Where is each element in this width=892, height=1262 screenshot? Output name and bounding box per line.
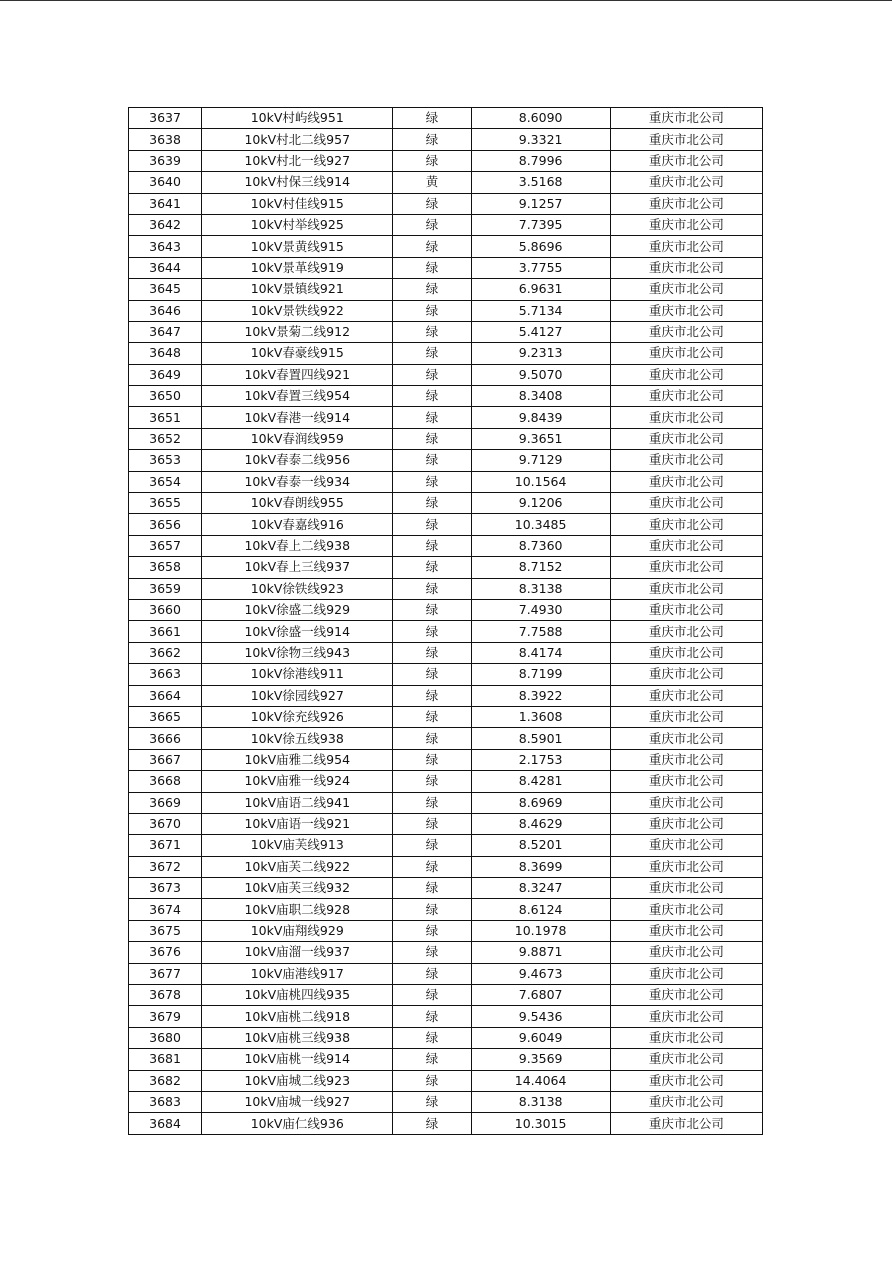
table-row <box>129 321 763 342</box>
status-cell: 绿 <box>393 878 471 899</box>
company-cell: 重庆市北公司 <box>610 471 762 492</box>
table-row <box>129 1006 763 1027</box>
table-row <box>129 450 763 471</box>
value-cell: 9.6049 <box>471 1027 610 1048</box>
line-name-cell: 10kV徐铁线923 <box>202 578 393 599</box>
table-row <box>129 108 763 129</box>
table-row <box>129 771 763 792</box>
line-name-cell: 10kV春泰一线934 <box>202 471 393 492</box>
company-cell: 重庆市北公司 <box>610 150 762 171</box>
line-name-cell: 10kV庙桃三线938 <box>202 1027 393 1048</box>
company-cell: 重庆市北公司 <box>610 728 762 749</box>
line-name-cell: 10kV春上二线938 <box>202 535 393 556</box>
value-cell: 8.3699 <box>471 856 610 877</box>
table-row <box>129 300 763 321</box>
table-row <box>129 193 763 214</box>
table-row <box>129 664 763 685</box>
company-cell: 重庆市北公司 <box>610 1113 762 1134</box>
value-cell: 8.7199 <box>471 664 610 685</box>
row-number-cell: 3660 <box>129 599 202 620</box>
row-number-cell: 3645 <box>129 279 202 300</box>
value-cell: 5.4127 <box>471 321 610 342</box>
company-cell: 重庆市北公司 <box>610 493 762 514</box>
line-name-cell: 10kV村北一线927 <box>202 150 393 171</box>
line-name-cell: 10kV春置四线921 <box>202 364 393 385</box>
status-cell: 绿 <box>393 1091 471 1112</box>
table-row <box>129 642 763 663</box>
company-cell: 重庆市北公司 <box>610 172 762 193</box>
line-name-cell: 10kV村佳线915 <box>202 193 393 214</box>
company-cell: 重庆市北公司 <box>610 856 762 877</box>
value-cell: 8.3247 <box>471 878 610 899</box>
line-name-cell: 10kV庙城二线923 <box>202 1070 393 1091</box>
status-cell: 绿 <box>393 664 471 685</box>
company-cell: 重庆市北公司 <box>610 771 762 792</box>
table-row <box>129 621 763 642</box>
company-cell: 重庆市北公司 <box>610 108 762 129</box>
company-cell: 重庆市北公司 <box>610 1070 762 1091</box>
value-cell: 7.7395 <box>471 214 610 235</box>
table-row <box>129 706 763 727</box>
row-number-cell: 3670 <box>129 813 202 834</box>
line-name-cell: 10kV庙桃一线914 <box>202 1049 393 1070</box>
row-number-cell: 3684 <box>129 1113 202 1134</box>
status-cell: 绿 <box>393 599 471 620</box>
value-cell: 9.1257 <box>471 193 610 214</box>
line-name-cell: 10kV徐盛一线914 <box>202 621 393 642</box>
status-cell: 绿 <box>393 493 471 514</box>
value-cell: 8.4629 <box>471 813 610 834</box>
table-row <box>129 236 763 257</box>
status-cell: 黄 <box>393 172 471 193</box>
line-name-cell: 10kV庙芙三线932 <box>202 878 393 899</box>
company-cell: 重庆市北公司 <box>610 1091 762 1112</box>
row-number-cell: 3678 <box>129 985 202 1006</box>
table-row <box>129 129 763 150</box>
company-cell: 重庆市北公司 <box>610 685 762 706</box>
value-cell: 9.3651 <box>471 428 610 449</box>
value-cell: 8.3138 <box>471 578 610 599</box>
table-row <box>129 172 763 193</box>
company-cell: 重庆市北公司 <box>610 386 762 407</box>
value-cell: 9.5070 <box>471 364 610 385</box>
line-name-cell: 10kV春豪线915 <box>202 343 393 364</box>
row-number-cell: 3640 <box>129 172 202 193</box>
company-cell: 重庆市北公司 <box>610 407 762 428</box>
company-cell: 重庆市北公司 <box>610 578 762 599</box>
value-cell: 6.9631 <box>471 279 610 300</box>
line-name-cell: 10kV徐物三线943 <box>202 642 393 663</box>
company-cell: 重庆市北公司 <box>610 557 762 578</box>
status-cell: 绿 <box>393 321 471 342</box>
company-cell: 重庆市北公司 <box>610 985 762 1006</box>
value-cell: 8.3138 <box>471 1091 610 1112</box>
line-name-cell: 10kV庙雅二线954 <box>202 749 393 770</box>
status-cell: 绿 <box>393 300 471 321</box>
table-row <box>129 557 763 578</box>
feeder-data-table <box>128 107 763 1135</box>
company-cell: 重庆市北公司 <box>610 664 762 685</box>
company-cell: 重庆市北公司 <box>610 428 762 449</box>
table-row <box>129 985 763 1006</box>
status-cell: 绿 <box>393 150 471 171</box>
table-row <box>129 150 763 171</box>
value-cell: 14.4064 <box>471 1070 610 1091</box>
table-row <box>129 214 763 235</box>
row-number-cell: 3656 <box>129 514 202 535</box>
row-number-cell: 3675 <box>129 920 202 941</box>
line-name-cell: 10kV庙桃四线935 <box>202 985 393 1006</box>
company-cell: 重庆市北公司 <box>610 749 762 770</box>
row-number-cell: 3654 <box>129 471 202 492</box>
company-cell: 重庆市北公司 <box>610 214 762 235</box>
table-row <box>129 749 763 770</box>
row-number-cell: 3664 <box>129 685 202 706</box>
table-row <box>129 599 763 620</box>
value-cell: 3.5168 <box>471 172 610 193</box>
value-cell: 8.4174 <box>471 642 610 663</box>
line-name-cell: 10kV庙语二线941 <box>202 792 393 813</box>
company-cell: 重庆市北公司 <box>610 514 762 535</box>
row-number-cell: 3662 <box>129 642 202 663</box>
row-number-cell: 3676 <box>129 942 202 963</box>
company-cell: 重庆市北公司 <box>610 450 762 471</box>
line-name-cell: 10kV庙雅一线924 <box>202 771 393 792</box>
value-cell: 8.7996 <box>471 150 610 171</box>
company-cell: 重庆市北公司 <box>610 193 762 214</box>
status-cell: 绿 <box>393 386 471 407</box>
line-name-cell: 10kV庙城一线927 <box>202 1091 393 1112</box>
row-number-cell: 3658 <box>129 557 202 578</box>
line-name-cell: 10kV庙港线917 <box>202 963 393 984</box>
company-cell: 重庆市北公司 <box>610 364 762 385</box>
table-row <box>129 407 763 428</box>
table-row <box>129 257 763 278</box>
status-cell: 绿 <box>393 428 471 449</box>
status-cell: 绿 <box>393 1113 471 1134</box>
status-cell: 绿 <box>393 578 471 599</box>
table-row <box>129 899 763 920</box>
line-name-cell: 10kV村北二线957 <box>202 129 393 150</box>
company-cell: 重庆市北公司 <box>610 257 762 278</box>
status-cell: 绿 <box>393 856 471 877</box>
table-row <box>129 1049 763 1070</box>
line-name-cell: 10kV春泰二线956 <box>202 450 393 471</box>
table-row <box>129 1113 763 1134</box>
line-name-cell: 10kV景镇线921 <box>202 279 393 300</box>
status-cell: 绿 <box>393 343 471 364</box>
table-row <box>129 1091 763 1112</box>
row-number-cell: 3674 <box>129 899 202 920</box>
table-row <box>129 343 763 364</box>
company-cell: 重庆市北公司 <box>610 835 762 856</box>
row-number-cell: 3672 <box>129 856 202 877</box>
line-name-cell: 10kV庙翔线929 <box>202 920 393 941</box>
value-cell: 9.7129 <box>471 450 610 471</box>
value-cell: 8.5201 <box>471 835 610 856</box>
line-name-cell: 10kV村保三线914 <box>202 172 393 193</box>
company-cell: 重庆市北公司 <box>610 878 762 899</box>
line-name-cell: 10kV庙芙线913 <box>202 835 393 856</box>
row-number-cell: 3677 <box>129 963 202 984</box>
value-cell: 9.3321 <box>471 129 610 150</box>
row-number-cell: 3655 <box>129 493 202 514</box>
line-name-cell: 10kV春朗线955 <box>202 493 393 514</box>
value-cell: 8.7152 <box>471 557 610 578</box>
line-name-cell: 10kV庙桃二线918 <box>202 1006 393 1027</box>
status-cell: 绿 <box>393 963 471 984</box>
row-number-cell: 3652 <box>129 428 202 449</box>
row-number-cell: 3665 <box>129 706 202 727</box>
status-cell: 绿 <box>393 920 471 941</box>
status-cell: 绿 <box>393 835 471 856</box>
line-name-cell: 10kV春港一线914 <box>202 407 393 428</box>
company-cell: 重庆市北公司 <box>610 1027 762 1048</box>
value-cell: 9.2313 <box>471 343 610 364</box>
row-number-cell: 3683 <box>129 1091 202 1112</box>
value-cell: 9.1206 <box>471 493 610 514</box>
table-body <box>129 108 763 1135</box>
status-cell: 绿 <box>393 1049 471 1070</box>
line-name-cell: 10kV村屿线951 <box>202 108 393 129</box>
value-cell: 5.7134 <box>471 300 610 321</box>
status-cell: 绿 <box>393 621 471 642</box>
table-row <box>129 963 763 984</box>
row-number-cell: 3641 <box>129 193 202 214</box>
row-number-cell: 3668 <box>129 771 202 792</box>
value-cell: 9.8871 <box>471 942 610 963</box>
status-cell: 绿 <box>393 236 471 257</box>
row-number-cell: 3673 <box>129 878 202 899</box>
row-number-cell: 3682 <box>129 1070 202 1091</box>
table-row <box>129 835 763 856</box>
value-cell: 10.3015 <box>471 1113 610 1134</box>
value-cell: 8.3408 <box>471 386 610 407</box>
value-cell: 1.3608 <box>471 706 610 727</box>
row-number-cell: 3661 <box>129 621 202 642</box>
company-cell: 重庆市北公司 <box>610 792 762 813</box>
company-cell: 重庆市北公司 <box>610 942 762 963</box>
status-cell: 绿 <box>393 1027 471 1048</box>
line-name-cell: 10kV庙仁线936 <box>202 1113 393 1134</box>
value-cell: 8.6969 <box>471 792 610 813</box>
status-cell: 绿 <box>393 407 471 428</box>
company-cell: 重庆市北公司 <box>610 129 762 150</box>
value-cell: 9.5436 <box>471 1006 610 1027</box>
table-row <box>129 428 763 449</box>
line-name-cell: 10kV庙语一线921 <box>202 813 393 834</box>
value-cell: 2.1753 <box>471 749 610 770</box>
company-cell: 重庆市北公司 <box>610 706 762 727</box>
value-cell: 7.6807 <box>471 985 610 1006</box>
status-cell: 绿 <box>393 108 471 129</box>
status-cell: 绿 <box>393 364 471 385</box>
status-cell: 绿 <box>393 792 471 813</box>
status-cell: 绿 <box>393 257 471 278</box>
status-cell: 绿 <box>393 813 471 834</box>
row-number-cell: 3653 <box>129 450 202 471</box>
table-row <box>129 386 763 407</box>
line-name-cell: 10kV庙溜一线937 <box>202 942 393 963</box>
status-cell: 绿 <box>393 279 471 300</box>
row-number-cell: 3657 <box>129 535 202 556</box>
line-name-cell: 10kV庙芙二线922 <box>202 856 393 877</box>
row-number-cell: 3667 <box>129 749 202 770</box>
company-cell: 重庆市北公司 <box>610 920 762 941</box>
value-cell: 8.6124 <box>471 899 610 920</box>
company-cell: 重庆市北公司 <box>610 236 762 257</box>
row-number-cell: 3642 <box>129 214 202 235</box>
page-top-border <box>0 0 892 1</box>
value-cell: 8.4281 <box>471 771 610 792</box>
company-cell: 重庆市北公司 <box>610 343 762 364</box>
status-cell: 绿 <box>393 985 471 1006</box>
row-number-cell: 3671 <box>129 835 202 856</box>
value-cell: 9.4673 <box>471 963 610 984</box>
status-cell: 绿 <box>393 1006 471 1027</box>
row-number-cell: 3638 <box>129 129 202 150</box>
status-cell: 绿 <box>393 450 471 471</box>
status-cell: 绿 <box>393 899 471 920</box>
line-name-cell: 10kV徐园线927 <box>202 685 393 706</box>
row-number-cell: 3651 <box>129 407 202 428</box>
table-row <box>129 920 763 941</box>
status-cell: 绿 <box>393 193 471 214</box>
company-cell: 重庆市北公司 <box>610 899 762 920</box>
company-cell: 重庆市北公司 <box>610 300 762 321</box>
value-cell: 8.7360 <box>471 535 610 556</box>
row-number-cell: 3644 <box>129 257 202 278</box>
value-cell: 7.7588 <box>471 621 610 642</box>
table-row <box>129 856 763 877</box>
value-cell: 3.7755 <box>471 257 610 278</box>
row-number-cell: 3637 <box>129 108 202 129</box>
status-cell: 绿 <box>393 942 471 963</box>
row-number-cell: 3639 <box>129 150 202 171</box>
status-cell: 绿 <box>393 642 471 663</box>
value-cell: 10.3485 <box>471 514 610 535</box>
row-number-cell: 3646 <box>129 300 202 321</box>
status-cell: 绿 <box>393 514 471 535</box>
status-cell: 绿 <box>393 749 471 770</box>
line-name-cell: 10kV徐五线938 <box>202 728 393 749</box>
value-cell: 8.6090 <box>471 108 610 129</box>
company-cell: 重庆市北公司 <box>610 321 762 342</box>
table-row <box>129 364 763 385</box>
line-name-cell: 10kV庙职二线928 <box>202 899 393 920</box>
value-cell: 10.1978 <box>471 920 610 941</box>
status-cell: 绿 <box>393 728 471 749</box>
status-cell: 绿 <box>393 1070 471 1091</box>
company-cell: 重庆市北公司 <box>610 535 762 556</box>
table-row <box>129 514 763 535</box>
line-name-cell: 10kV景黄线915 <box>202 236 393 257</box>
table-row <box>129 792 763 813</box>
value-cell: 8.3922 <box>471 685 610 706</box>
table-row <box>129 471 763 492</box>
table-row <box>129 685 763 706</box>
row-number-cell: 3666 <box>129 728 202 749</box>
line-name-cell: 10kV景菊二线912 <box>202 321 393 342</box>
row-number-cell: 3679 <box>129 1006 202 1027</box>
status-cell: 绿 <box>393 557 471 578</box>
value-cell: 10.1564 <box>471 471 610 492</box>
row-number-cell: 3659 <box>129 578 202 599</box>
row-number-cell: 3643 <box>129 236 202 257</box>
status-cell: 绿 <box>393 771 471 792</box>
table-row <box>129 279 763 300</box>
table-row <box>129 942 763 963</box>
table-row <box>129 1027 763 1048</box>
line-name-cell: 10kV徐港线911 <box>202 664 393 685</box>
value-cell: 5.8696 <box>471 236 610 257</box>
table-row <box>129 878 763 899</box>
row-number-cell: 3669 <box>129 792 202 813</box>
table-row <box>129 1070 763 1091</box>
company-cell: 重庆市北公司 <box>610 1006 762 1027</box>
line-name-cell: 10kV徐盛二线929 <box>202 599 393 620</box>
status-cell: 绿 <box>393 471 471 492</box>
company-cell: 重庆市北公司 <box>610 279 762 300</box>
row-number-cell: 3648 <box>129 343 202 364</box>
row-number-cell: 3663 <box>129 664 202 685</box>
status-cell: 绿 <box>393 129 471 150</box>
company-cell: 重庆市北公司 <box>610 642 762 663</box>
row-number-cell: 3649 <box>129 364 202 385</box>
value-cell: 7.4930 <box>471 599 610 620</box>
line-name-cell: 10kV景革线919 <box>202 257 393 278</box>
status-cell: 绿 <box>393 685 471 706</box>
row-number-cell: 3650 <box>129 386 202 407</box>
value-cell: 9.8439 <box>471 407 610 428</box>
row-number-cell: 3647 <box>129 321 202 342</box>
table-row <box>129 578 763 599</box>
line-name-cell: 10kV村举线925 <box>202 214 393 235</box>
line-name-cell: 10kV春润线959 <box>202 428 393 449</box>
row-number-cell: 3680 <box>129 1027 202 1048</box>
row-number-cell: 3681 <box>129 1049 202 1070</box>
company-cell: 重庆市北公司 <box>610 1049 762 1070</box>
status-cell: 绿 <box>393 535 471 556</box>
table-row <box>129 728 763 749</box>
table-row <box>129 493 763 514</box>
value-cell: 8.5901 <box>471 728 610 749</box>
line-name-cell: 10kV春上三线937 <box>202 557 393 578</box>
line-name-cell: 10kV徐充线926 <box>202 706 393 727</box>
value-cell: 9.3569 <box>471 1049 610 1070</box>
company-cell: 重庆市北公司 <box>610 813 762 834</box>
table-row <box>129 813 763 834</box>
line-name-cell: 10kV景铁线922 <box>202 300 393 321</box>
company-cell: 重庆市北公司 <box>610 621 762 642</box>
status-cell: 绿 <box>393 214 471 235</box>
company-cell: 重庆市北公司 <box>610 599 762 620</box>
line-name-cell: 10kV春置三线954 <box>202 386 393 407</box>
status-cell: 绿 <box>393 706 471 727</box>
company-cell: 重庆市北公司 <box>610 963 762 984</box>
table-row <box>129 535 763 556</box>
line-name-cell: 10kV春嘉线916 <box>202 514 393 535</box>
